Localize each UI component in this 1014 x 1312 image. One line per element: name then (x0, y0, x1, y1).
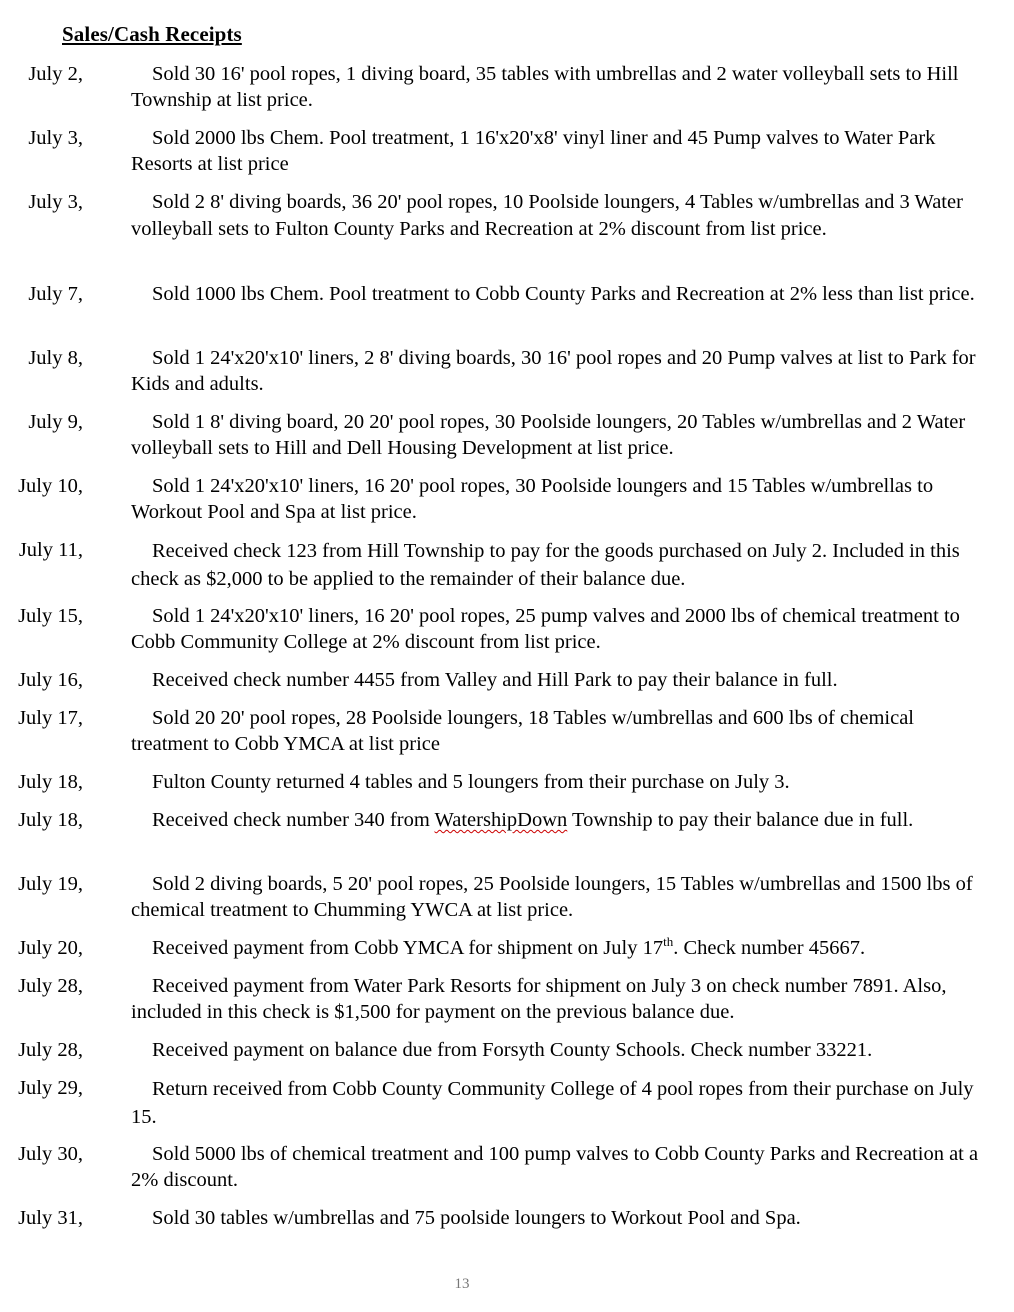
entry-description: Return received from Cobb County Community College of 4 pool ropes from their purchase on July 15. (131, 1078, 974, 1128)
entry-description: Sold 2 diving boards, 5 20' pool ropes, 25 Poolside loungers, 15 Tables w/umbrellas and 1500 lbs of chemical treatment to Chumming YWCA at list price. (131, 873, 973, 921)
entry-description: Fulton County returned 4 tables and 5 loungers from their purchase on July 3. (152, 771, 790, 793)
entry-date: July 29, (18, 1077, 83, 1099)
entry-date: July 30, (18, 1143, 83, 1165)
entry-date: July 16, (18, 669, 83, 691)
entry-description (131, 935, 983, 961)
entry-description: Sold 30 16' pool ropes, 1 diving board, 35 tables with umbrellas and 2 water volleyball sets to Hill Township at list price. (131, 63, 959, 111)
entry-date: July 20, (18, 937, 83, 959)
entry-date: July 7, (28, 283, 83, 305)
entry-description: Received check number 4455 from Valley and Hill Park to pay their balance in full. (152, 669, 838, 691)
page-number: 13 (454, 1276, 470, 1292)
entry-description: Received check 123 from Hill Township to pay for the goods purchased on July 2. Included in this check as $2,000 to be applied to the remainder of their balance due. (131, 540, 960, 590)
entry-description: Sold 1 24'x20'x10' liners, 16 20' pool ropes, 30 Poolside loungers and 15 Tables w/umbrellas to Workout Pool and Spa at list price. (131, 475, 934, 523)
entry-date: July 2, (28, 63, 83, 85)
entry-date: July 28, (18, 975, 83, 997)
entry-date: July 3, (28, 191, 83, 213)
entry-date: July 18, (18, 809, 83, 831)
entry-description: Sold 30 tables w/umbrellas and 75 poolside loungers to Workout Pool and Spa. (152, 1207, 801, 1229)
entry-date: July 18, (18, 771, 83, 793)
entry-date: July 15, (18, 605, 83, 627)
entry-description: Sold 1 24'x20'x10' liners, 2 8' diving boards, 30 16' pool ropes and 20 Pump valves at list to Park for Kids and adults. (131, 347, 976, 395)
entry-date: July 9, (28, 411, 83, 433)
entry-date: July 10, (18, 475, 83, 497)
entry-text-part: Received payment from Cobb YMCA for shipment on July 17 (152, 937, 664, 959)
entry-text-part: Received check number 340 from (152, 809, 435, 831)
entry-date: July 28, (18, 1039, 83, 1061)
ordinal-suffix: th (663, 934, 674, 950)
entry-description: Sold 20 20' pool ropes, 28 Poolside loungers, 18 Tables w/umbrellas and 600 lbs of chemical treatment to Cobb YMCA at list price (131, 707, 914, 755)
entry-date: July 17, (18, 707, 83, 729)
entry-date: July 19, (18, 873, 83, 895)
entry-description (131, 807, 983, 833)
entry-description: Sold 5000 lbs of chemical treatment and 100 pump valves to Cobb County Parks and Recreation at a 2% discount. (131, 1143, 979, 1191)
entry-description: Sold 1 24'x20'x10' liners, 16 20' pool ropes, 25 pump valves and 2000 lbs of chemical treatment to Cobb Community College at 2% discount from list price. (131, 605, 960, 653)
entry-description: Received payment on balance due from Forsyth County Schools. Check number 33221. (152, 1039, 873, 1061)
entry-date: July 3, (28, 127, 83, 149)
entry-description: Sold 2000 lbs Chem. Pool treatment, 1 16'x20'x8' vinyl liner and 45 Pump valves to Water Park Resorts at list price (131, 127, 936, 175)
entry-text-part: Township to pay their balance due in full. (567, 809, 914, 831)
entry-description: Sold 1000 lbs Chem. Pool treatment to Cobb County Parks and Recreation at 2% less than list price. (152, 283, 975, 305)
entry-date: July 8, (28, 347, 83, 369)
entry-text-part: . Check number 45667. (673, 937, 866, 959)
entry-description: Received payment from Water Park Resorts for shipment on July 3 on check number 7891. Also, included in this check is $1,500 for payment on the previous balance due. (131, 975, 947, 1023)
spellcheck-marked-word: WatershipDown (434, 809, 568, 831)
entry-description: Sold 2 8' diving boards, 36 20' pool ropes, 10 Poolside loungers, 4 Tables w/umbrellas and 3 Water volleyball sets to Fulton County Parks and Recreation at 2% discount from list price. (131, 191, 963, 240)
entry-description: Sold 1 8' diving board, 20 20' pool ropes, 30 Poolside loungers, 20 Tables w/umbrellas and 2 Water volleyball sets to Hill and Dell Housing Development at list price. (131, 411, 966, 459)
page-title: Sales/Cash Receipts (62, 22, 242, 46)
entry-date: July 31, (18, 1207, 83, 1229)
entry-date: July 11, (18, 539, 83, 561)
